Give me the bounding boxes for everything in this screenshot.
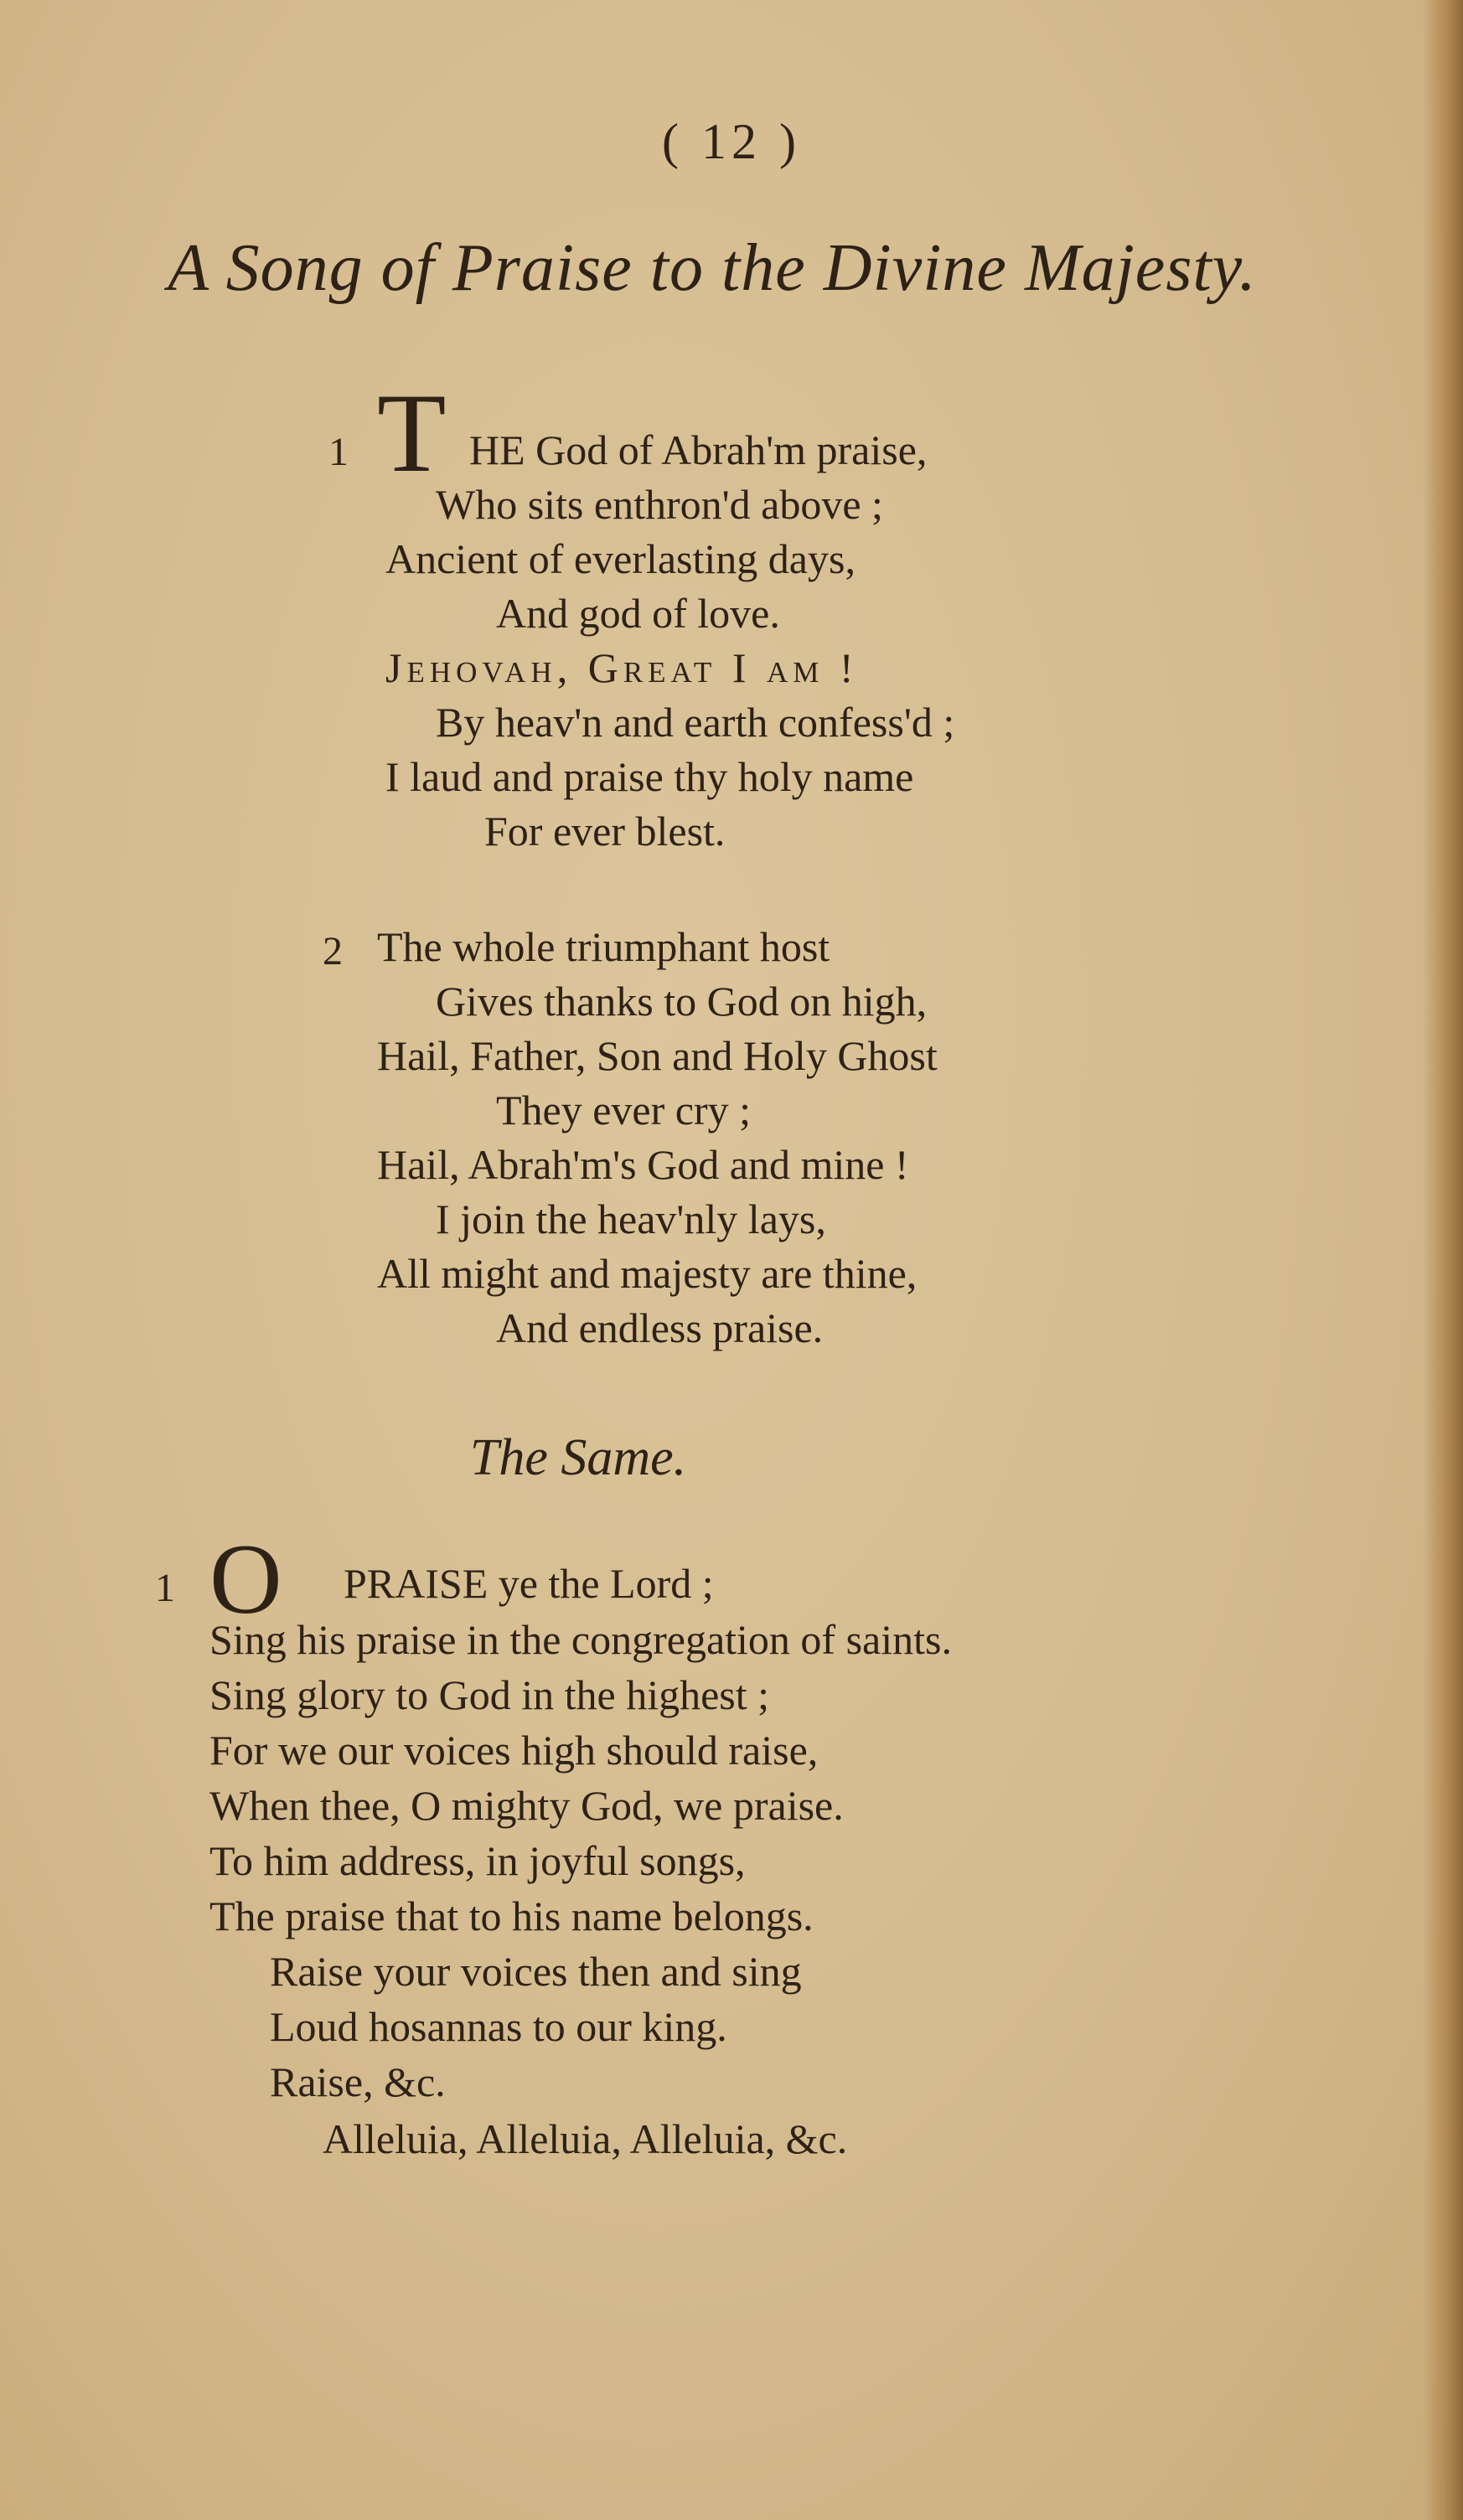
verse-line: By heav'n and earth confess'd ; [436, 699, 955, 746]
verse-line: Ancient of everlasting days, [385, 535, 856, 582]
verse-line: Hail, Father, Son and Holy Ghost [377, 1032, 938, 1079]
verse-line: And god of love. [496, 590, 780, 637]
verse-line: HE God of Abrah'm praise, [469, 426, 928, 473]
verse-line: Gives thanks to God on high, [436, 978, 928, 1025]
verse-line: And endless praise. [496, 1304, 824, 1351]
verse-line: Alleluia, Alleluia, Alleluia, &c. [323, 2115, 848, 2162]
section-subtitle: The Same. [469, 1429, 687, 1486]
verse-line: Hail, Abrah'm's God and mine ! [377, 1141, 909, 1188]
verse-line: Jehovah, Great I am ! [385, 644, 859, 691]
verse-line: I laud and praise thy holy name [385, 753, 914, 800]
verse-line: Raise your voices then and sing [270, 1948, 802, 1995]
verse-line: Sing his praise in the congregation of saints. [209, 1616, 952, 1663]
verse-line: Who sits enthron'd above ; [436, 481, 883, 528]
verse-line: Raise, &c. [270, 2058, 446, 2105]
verse-line: To him address, in joyful songs, [209, 1837, 746, 1884]
verse-line: I join the heav'nly lays, [436, 1195, 826, 1242]
page-edge [1423, 0, 1463, 2520]
verse-line: When thee, O mighty God, we praise. [209, 1782, 844, 1829]
verse-line: All might and majesty are thine, [377, 1250, 918, 1297]
verse-line: The praise that to his name belongs. [209, 1893, 814, 1939]
page-title: A Song of Praise to the Divine Majesty. [168, 231, 1257, 305]
stanza-number: 1 [155, 1566, 175, 1610]
stanza-number: 1 [328, 430, 349, 474]
drop-cap: O [209, 1523, 282, 1634]
verse-line: For ever blest. [484, 808, 726, 855]
verse-line: Sing glory to God in the highest ; [209, 1671, 770, 1718]
verse-line: PRAISE ye the Lord ; [344, 1560, 714, 1607]
verse-line: Loud hosannas to our king. [270, 2003, 727, 2050]
stanza-number: 2 [323, 929, 343, 973]
page-number-header: ( 12 ) [662, 114, 801, 169]
drop-cap: T [377, 371, 447, 496]
verse-line: They ever cry ; [496, 1087, 752, 1133]
verse-line: For we our voices high should raise, [209, 1727, 819, 1774]
verse-line: The whole triumphant host [377, 923, 830, 970]
